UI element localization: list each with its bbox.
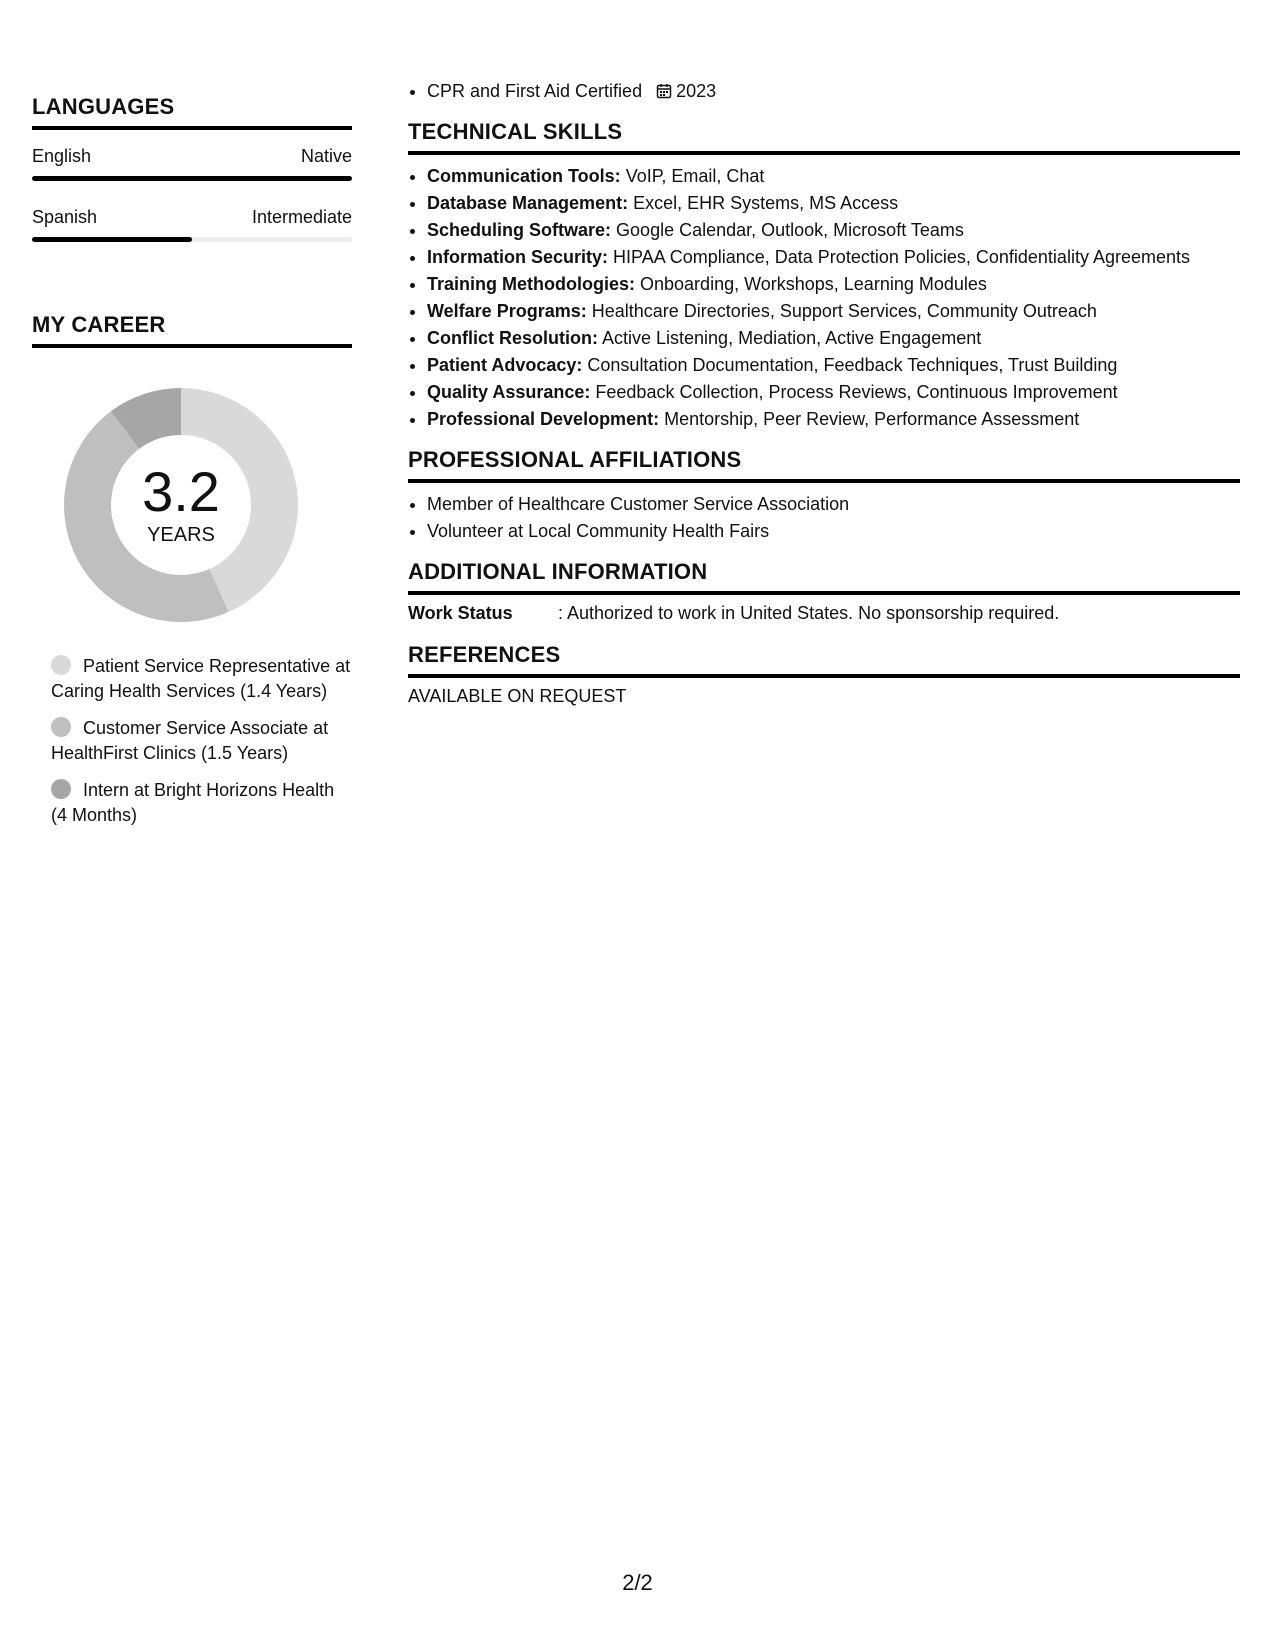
skill-value: Excel, EHR Systems, MS Access [633, 193, 899, 213]
work-status-label: Work Status [408, 603, 513, 623]
affiliations-list [408, 491, 1240, 545]
skill-value: Feedback Collection, Process Reviews, Continuous Improvement [595, 382, 1118, 402]
skill-label: Welfare Programs: [427, 301, 587, 321]
legend-label: Patient Service Representative at Caring Health Services (1.4 Years) [51, 656, 351, 701]
language-name: Spanish [32, 207, 98, 227]
skill-value: Consultation Documentation, Feedback Techniques, Trust Building [587, 355, 1118, 375]
sidebar [32, 94, 352, 840]
additional-info-title: ADDITIONAL INFORMATION [408, 559, 1240, 595]
language-bar [32, 176, 352, 181]
donut-center [56, 380, 306, 630]
skill-value: Mentorship, Peer Review, Performance Assessment [664, 409, 1080, 429]
legend-label: Intern at Bright Horizons Health (4 Months) [51, 780, 335, 825]
legend-item [51, 716, 352, 766]
legend-label: Customer Service Associate at HealthFirst Clinics (1.5 Years) [51, 718, 329, 763]
skill-value: Healthcare Directories, Support Services, Community Outreach [591, 301, 1097, 321]
certification-item [427, 78, 1240, 105]
skill-label: Training Methodologies: [427, 274, 635, 294]
language-level: Intermediate [251, 207, 352, 227]
skill-item [427, 325, 1240, 352]
skill-item [427, 163, 1240, 190]
skill-label: Patient Advocacy: [427, 355, 583, 375]
skill-label: Scheduling Software: [427, 220, 612, 240]
language-item [32, 146, 352, 181]
calendar-icon [656, 83, 672, 99]
skill-label: Professional Development: [427, 409, 660, 429]
legend-dot [51, 655, 71, 675]
language-bar-fill [32, 237, 192, 242]
legend-dot [51, 779, 71, 799]
technical-skills-title: TECHNICAL SKILLS [408, 119, 1240, 155]
skill-value: VoIP, Email, Chat [625, 166, 765, 186]
career-legend [51, 654, 352, 828]
skill-item [427, 352, 1240, 379]
language-item [32, 207, 352, 242]
language-bar [32, 237, 352, 242]
skill-item [427, 190, 1240, 217]
work-status-value: : Authorized to work in United States. No sponsorship required. [558, 603, 1060, 623]
skill-item [427, 379, 1240, 406]
skill-item [427, 244, 1240, 271]
career-total-years: 3.2 [142, 459, 220, 523]
main-content [408, 78, 1240, 707]
skill-item [427, 217, 1240, 244]
certifications-list [408, 78, 1240, 105]
languages-title: LANGUAGES [32, 94, 352, 130]
skill-item [427, 406, 1240, 433]
page-number: 2/2 [622, 1570, 653, 1595]
skill-value: HIPAA Compliance, Data Protection Policies, Confidentiality Agreements [613, 247, 1190, 267]
skill-label: Quality Assurance: [427, 382, 591, 402]
skill-label: Database Management: [427, 193, 629, 213]
career-title: MY CAREER [32, 312, 352, 348]
certification-name: CPR and First Aid Certified [427, 81, 643, 101]
references-text: AVAILABLE ON REQUEST [408, 686, 627, 706]
language-level: Native [300, 146, 352, 166]
skill-value: Onboarding, Workshops, Learning Modules [640, 274, 987, 294]
career-donut-chart [56, 380, 306, 630]
skill-label: Conflict Resolution: [427, 328, 598, 348]
references-title: REFERENCES [408, 642, 1240, 678]
legend-item [51, 778, 352, 828]
language-name: English [32, 146, 92, 166]
career-total-unit: YEARS [147, 523, 215, 546]
skill-item [427, 271, 1240, 298]
skill-value: Active Listening, Mediation, Active Engagement [602, 328, 982, 348]
language-bar-fill [32, 176, 352, 181]
certification-year: 2023 [676, 81, 717, 101]
legend-item [51, 654, 352, 704]
skill-item [427, 298, 1240, 325]
legend-dot [51, 717, 71, 737]
skill-label: Communication Tools: [427, 166, 621, 186]
work-status-row [408, 603, 1240, 624]
skill-label: Information Security: [427, 247, 609, 267]
technical-skills-list [408, 163, 1240, 433]
affiliations-title: PROFESSIONAL AFFILIATIONS [408, 447, 1240, 483]
affiliation-item: • Volunteer at Local Community Health Fairs [427, 518, 1240, 545]
skill-value: Google Calendar, Outlook, Microsoft Teams [616, 220, 964, 240]
affiliation-item: • Member of Healthcare Customer Service Association [427, 491, 1240, 518]
